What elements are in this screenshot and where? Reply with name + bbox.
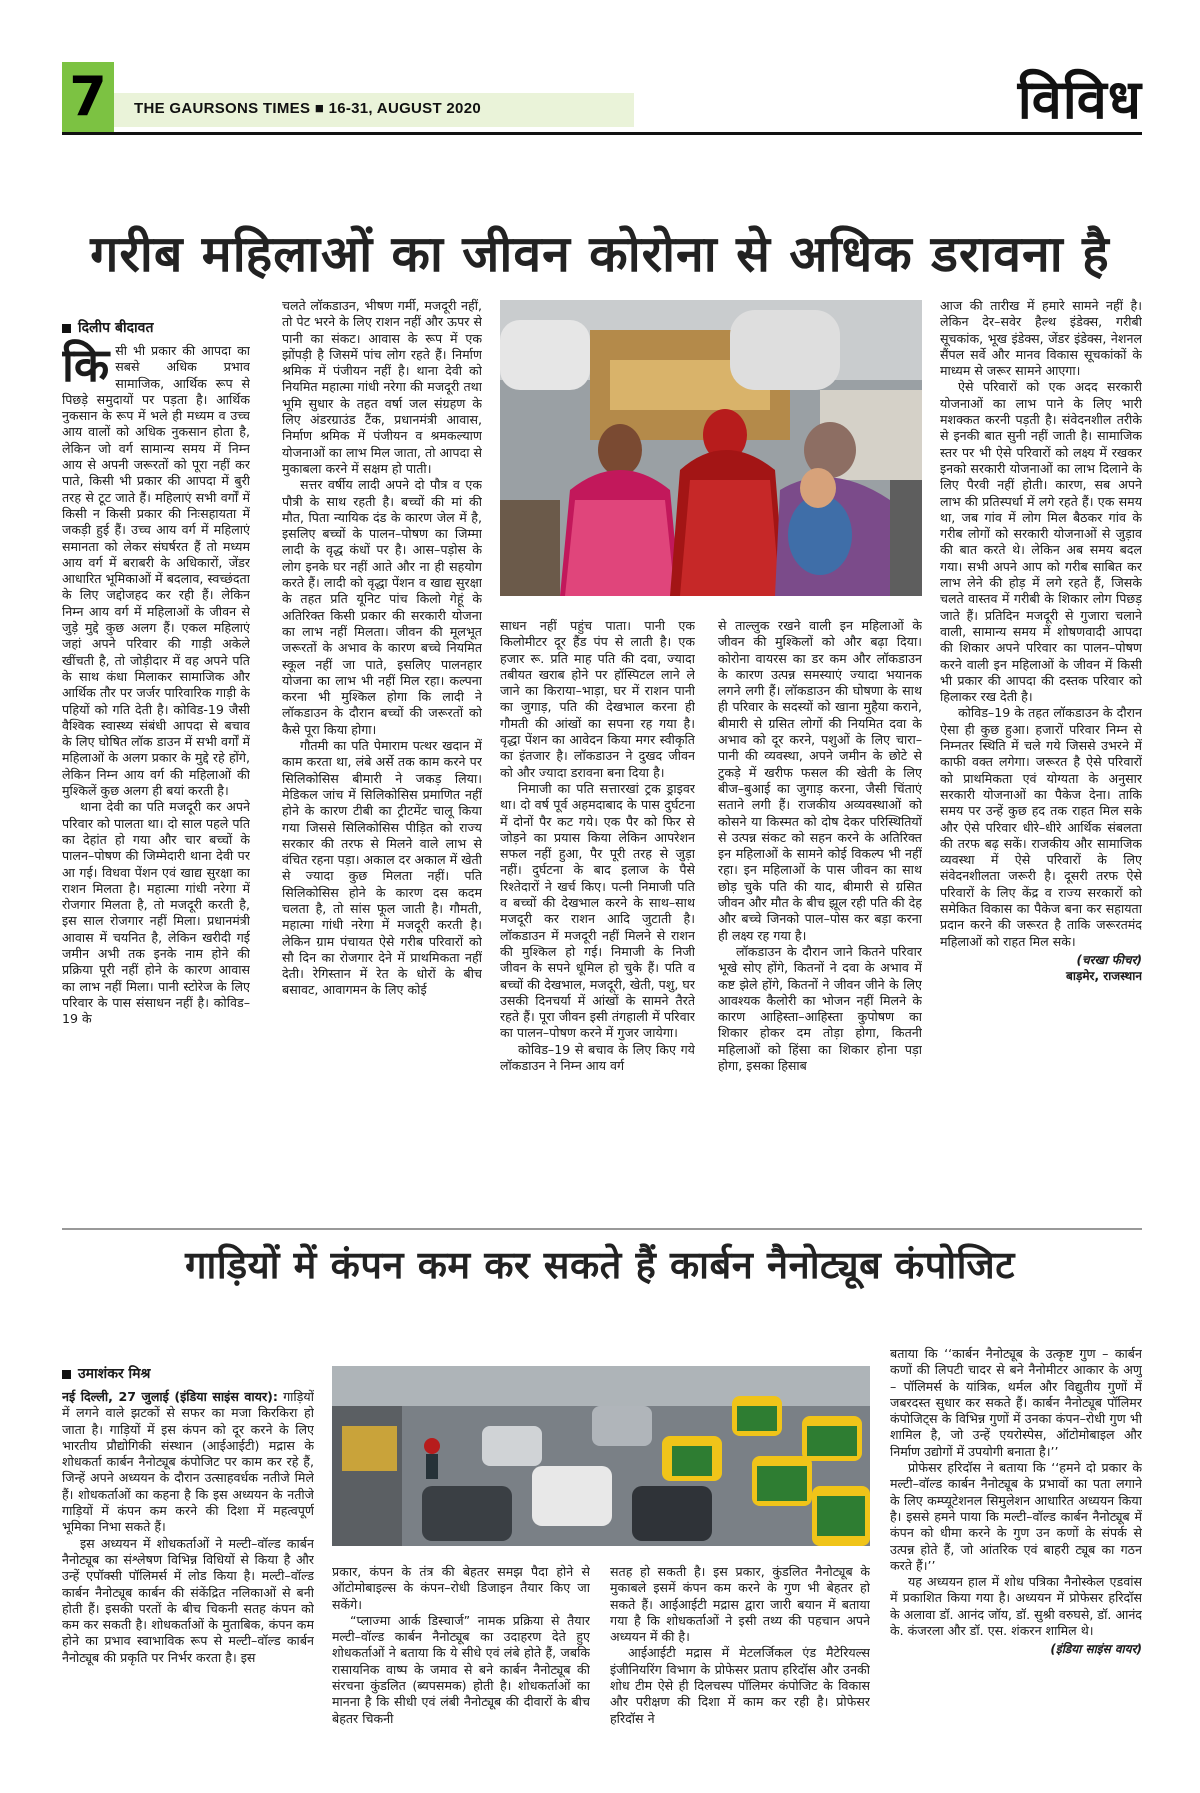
publication-line (134, 100, 481, 117)
article2-credit: (इंडिया साइंस वायर) (1050, 1642, 1142, 1657)
article1-column-4 (718, 618, 922, 1248)
paragraph: लॉकडाउन के दौरान जाने कितने परिवार भूखे सोए होंगे, कितनों ने दवा के अभाव में कष्ट झेले होंगे, कितनों ने जीवन जीने के लिए आवश्यक कैलोरी का भोजन नहीं मिलने के कारण आहिस्ता–आहिस्ता कुपोषण का शिकार होकर दम तोड़ा होगा, कितनी महिलाओं को हिंसा का शिकार होना पड़ा होगा, इसका हिसाब (718, 943, 922, 1074)
article2-column-4 (890, 1346, 1142, 1776)
section-title: विविध (1017, 67, 1142, 131)
article2-byline (62, 1364, 314, 1383)
paragraph: सत्तर वर्षीय लादी अपने दो पौत्र व एक पौत्री के साथ रहती है। बच्चों की मां की मौत, पिता न्यायिक दंड के कारण जेल में है, इसलिए बच्चों के पालन–पोषण का जिम्मा लादी के वृद्ध कंधों पर है। आस–पड़ोस के लोग इनके घर नहीं आते और ना ही सहयोग करते हैं। लादी को वृद्धा पेंशन व खाद्य सुरक्षा के तहत प्रति यूनिट पांच किलो गेहूं के अतिरिक्त किसी प्रकार की सरकारी योजना का लाभ नहीं मिलता। जीवन की मूलभूत जरूरतों के अभाव के कारण बच्चे नियमित स्कूल नहीं जा पाते, इसलिए पालनहार योजना का लाभ भी नहीं मिल रहा। कल्पना करना भी मुश्किल होगा कि लादी ने लॉकडाउन के दौरान बच्चों की जरूरतों को कैसे पूरा किया होगा। (282, 477, 482, 737)
article1-column-1 (62, 318, 250, 1248)
publication-name: THE GAURSONS TIMES (134, 100, 311, 117)
paragraph: बताया कि ‘‘कार्बन नैनोट्यूब के उत्कृष्ट गुण – कार्बन कणों की लिपटी चादर से बने नैनोमीटर आकार के अणु – पॉलिमर्स के यांत्रिक, थर्मल और विद्युतीय गुणों में जबरदस्त सुधार कर सकते हैं। कार्बन नैनोट्यूब पॉलिमर कंपोजिट्स के विभिन्न गुणों में उनका कंपन–रोधी गुण भी शामिल है, जो उन्हें एयरोस्पेस, ऑटोमोबाइल और निर्माण उद्योगों में उपयोगी बनाता है।’’ (890, 1346, 1142, 1459)
paragraph: यह अध्ययन हाल में शोध पत्रिका नैनोस्केल एडवांस में प्रकाशित किया गया है। अध्ययन में प्रोफेसर हरिदॉस के अलावा डॉ. आनंद जॉय, डॉ. सुश्री वरुघसे, डॉ. आनंद के. कंजरला और डॉ. एस. शंकरन शामिल थे। (890, 1574, 1142, 1639)
article1-column-5 (940, 298, 1142, 1228)
article2-column-1 (62, 1364, 314, 1774)
paragraph: कोविड–19 से बचाव के लिए किए गये लॉकडाउन ने निम्न आय वर्ग (500, 1041, 695, 1074)
article1-column-2 (282, 298, 482, 1248)
article1-dropcap: कि (62, 338, 110, 392)
separator-square-icon: ■ (314, 100, 325, 117)
byline-square-icon (62, 324, 71, 333)
page-number: 7 (62, 62, 114, 132)
paragraph: सी भी प्रकार की आपदा का सबसे अधिक प्रभाव सामाजिक, आर्थिक रूप से पिछड़े समुदायों पर पड़ता है। आर्थिक नुकसान के रूप में भले ही मध्यम व उच्च आय वालों को अधिक नुकसान होता है, लेकिन जो वर्ग सामान्य समय में निम्न आय से अपनी जरूरतों को पूरा नहीं कर पाते, किसी भी प्रकार की आपदा में बुरी तरह से टूट जाते हैं। महिलाएं सभी वर्गों में किसी न किसी प्रकार की निःसहायता में जकड़ी हुई हैं। उच्च आय वर्ग में महिलाएं समानता को लेकर संघर्षरत हैं तो मध्यम आय वर्ग में बराबरी के अधिकारों, जेंडर आधारित भूमिकाओं में बदलाव, स्वच्छंदता के लिए जद्दोजहद कर रही हैं। लेकिन निम्न आय वर्ग में महिलाओं के जीवन से जुड़े मुद्दे कुछ अलग हैं। एकल महिलाएं जहां अपने परिवार की गाड़ी अकेले खींचती है, तो जोड़ीदार में वह अपने पति के साथ कंधा मिलाकर सामाजिक और आर्थिक तौर पर जर्जर पारिवारिक गाड़ी के पहियों को गति देती है। कोविड-19 जैसी वैश्विक स्वास्थ्य संबंधी आपदा से बचाव के लिए घोषित लॉक डाउन में सभी वर्गों में महिलाओं के अलग प्रकार के मुद्दे रहे होंगे, लेकिन निम्न आय वर्ग की महिलाओं की मुश्किलें कुछ अलग ही बयां करती है। (62, 343, 250, 799)
paragraph: कोविड–19 के तहत लॉकडाउन के दौरान ऐसा ही कुछ हुआ। हजारों परिवार निम्न से निम्नतर स्थिति में चले गये जिससे उभरने में काफी वक्त लगेगा। जरूरत है ऐसे परिवारों को प्राथमिकता एवं योग्यता के अनुसार सरकारी योजनाओं का पैकेज देना। ताकि समय पर उन्हें कुछ हद तक राहत मिल सके और ऐसे परिवार धीरे–धीरे आर्थिक संबलता की तरफ बढ़ सकें। राजकीय और सामाजिक व्यवस्था में ऐसे परिवारों के लिए संवेदनशीलता जरूरी है। दूसरी तरफ ऐसे परिवारों के लिए केंद्र व राज्य सरकारों को समेकित विकास का पैकेज बना कर सहायता प्रदान करने की जरूरत है ताकि जरूरतमंद महिलाओं को राहत मिल सके। (940, 705, 1142, 949)
paragraph: साधन नहीं पहुंच पाता। पानी एक किलोमीटर दूर हैंड पंप से लाती है। एक हजार रू. प्रति माह पति की दवा, ज्यादा तबीयत खराब होने पर हॉस्पिटल लाने ले जाने का किराया–भाड़ा, घर में राशन पानी का जुगाड़, पति की देखभाल करना ही गौमती की आंखों का सपना रह गया है। वृद्धा पेंशन का आवेदन किया मगर स्वीकृति का इंतजार है। लॉकडाउन ने दुखद जीवन को और ज्यादा डरावना बना दिया है। (500, 618, 695, 780)
article1-column-3 (500, 618, 695, 1248)
paragraph: “प्लाज्मा आर्क डिस्चार्ज” नामक प्रक्रिया से तैयार मल्टी–वॉल्ड कार्बन नैनोट्यूब का उदाहरण देते हुए शोधकर्ताओं ने बताया कि ये सीधे एवं लंबे होते हैं, जबकि रासायनिक वाष्प के जमाव से बने कार्बन नैनोट्यूब की संरचना कुंडलित (ब्यपसमक) होती है। शोधकर्ताओं का मानना है कि सीधी एवं लंबी नैनोट्यूब की दीवारों के बीच बेहतर चिकनी (332, 1612, 590, 1726)
article2-dateline: नई दिल्ली, 27 जुलाई (इंडिया साइंस वायर): (62, 1389, 278, 1404)
article1-location: बाड़मेर, राजस्थान (1066, 969, 1142, 984)
article2-author: उमाशंकर मिश्र (78, 1366, 151, 1382)
article2-lead: गाड़ियों में लगने वाले झटकों से सफर का मजा किरकिरा हो जाता है। गाड़ियों में इस कंपन को दूर करने के लिए भारतीय प्रौद्योगिकी संस्थान (आईआईटी) मद्रास के शोधकर्ता कार्बन नैनोट्यूब कंपोजिट पर काम कर रहे हैं, जिन्हें अपने अध्ययन के दौरान उत्साहवर्धक नतीजे मिले हैं। शोधकर्ताओं का कहना है कि इस अध्ययन के नतीजे गाड़ियों में कंपन कम करने की दिशा में महत्वपूर्ण भूमिका निभा सकते हैं। (62, 1389, 314, 1535)
paragraph: गौतमी का पति पेमाराम पत्थर खदान में काम करता था, लंबे अर्से तक काम करने पर सिलिकोसिस बीमारी ने जकड़ लिया। मेडिकल जांच में सिलिकोसिस प्रमाणित नहीं होने के कारण टीबी का ट्रीटमेंट चालू किया गया जिससे सिलिकोसिस पीड़ित को राज्य सरकार की तरफ से मिलने वाले लाभ से वंचित रहना पड़ा। अकाल दर अकाल में खेती से ज्यादा कुछ मिलता नहीं। पति सिलिकोसिस होने के कारण दस कदम चलता है, तो सांस फूल जाती है। गौमती, महात्मा गांधी नरेगा में मजदूरी करती है। लेकिन ग्राम पंचायत ऐसे गरीब परिवारों को सौ दिन का रोजगार देने में प्राथमिकता नहीं देती। रेगिस्तान में रेत के धोरों के बीच बसावट, आवागमन के लिए कोई (282, 738, 482, 998)
article2-headline: गाड़ियों में कंपन कम कर सकते हैं कार्बन नैनोट्यूब कंपोजिट (185, 1243, 1015, 1287)
article1-headline: गरीब महिलाओं का जीवन कोरोना से अधिक डरावना है (90, 225, 1110, 283)
article1-photo (500, 300, 922, 596)
article1-author: दिलीप बीदावत (78, 320, 154, 336)
header-rule (62, 132, 1142, 135)
page-header (62, 60, 1142, 140)
article2-photo (332, 1366, 870, 1546)
paragraph: आईआईटी मद्रास में मेटलर्जिकल एंड मैटेरियल्स इंजीनियरिंग विभाग के प्रोफेसर प्रताप हरिदॉस और उनकी शोध टीम ऐसे ही दिलचस्प पॉलिमर कंपोजिट के विकास और परीक्षण की दिशा में काम कर रही है। प्रोफेसर हरिदॉस ने (610, 1645, 870, 1726)
paragraph: थाना देवी का पति मजदूरी कर अपने परिवार को पालता था। दो साल पहले पति का देहांत हो गया और चार बच्चों के पालन–पोषण की जिम्मेदारी थाना देवी पर आ गई। विधवा पेंशन एवं खाद्य सुरक्षा का राशन मिलता है। महात्मा गांधी नरेगा में रोजगार मिलता है, तो मजदूरी करती है, इस साल रोजगार नहीं मिला। प्रधानमंत्री आवास में चयनित है, लेकिन खरीदी गई जमीन अभी तक इनके नाम होने की प्रक्रिया पूरी नहीं होने के कारण आवास का लाभ नहीं मिला। पानी स्टोरेज के लिए परिवार के पास संसाधन नहीं है। कोविड–19 के (62, 799, 250, 1027)
paragraph: आज की तारीख में हमारे सामने नहीं है। लेकिन देर–सवेर हैल्थ इंडेक्स, गरीबी सूचकांक, भूख इंडेक्स, जेंडर इंडेक्स, नेशनल सैंपल सर्वे और मानव विकास सूचकांकों के माध्यम से जरूर सामने आएगा। (940, 298, 1142, 379)
paragraph: प्रकार, कंपन के तंत्र की बेहतर समझ पैदा होने से ऑटोमोबाइल्स के कंपन–रोधी डिजाइन तैयार किए जा सकेंगे। (332, 1564, 590, 1612)
paragraph: इस अध्ययन में शोधकर्ताओं ने मल्टी–वॉल्ड कार्बन नैनोट्यूब का संश्लेषण विभिन्न विधियों से किया है और उन्हें एपॉक्सी पॉलिमर्स में लोड किया है। मल्टी–वॉल्ड कार्बन नैनोट्यूब कार्बन की संकेंद्रित नलिकाओं से बनी होती हैं। इसकी परतों के बीच चिकनी सतह कंपन को कम कर सकती है। शोधकर्ताओं के मुताबिक, कंपन कम होने का प्रभाव स्वाभाविक रूप से मल्टी–वॉल्ड कार्बन नैनोट्यूब की प्रकृति पर निर्भर करता है। इस (62, 1535, 314, 1665)
article1-byline (62, 318, 250, 337)
article1-credit: (चरखा फीचर) (1076, 952, 1142, 967)
paragraph (62, 1389, 314, 1536)
paragraph: ऐसे परिवारों को एक अदद सरकारी योजनाओं का लाभ पाने के लिए भारी मशक्कत करनी पड़ती है। संवेदनशील तरीके से इनकी बात सुनी नहीं जाती है। सामाजिक स्तर पर भी ऐसे परिवारों को लक्ष्य में रखकर इनको सरकारी योजनाओं का लाभ दिलाने के लिए पैरवी नहीं होती। कारण, सब अपने लाभ की प्रतिस्पर्धा में लगे रहते हैं। एक समय था, जब गांव में लोग मिल बैठकर गांव के गरीब लोगों को सरकारी योजनाओं से जुड़ाव की बात करते थे। लेकिन अब समय बदल गया। सभी अपने आप को गरीब साबित कर लाभ लेने की होड़ में लगे रहते हैं, जिसके चलते वास्तव में गरीबी के शिकार लोग पिछड़ जाते हैं। प्रतिदिन मजदूरी से गुजारा चलाने वाली, सामान्य समय में शोषणवादी आपदा की शिकार अपने परिवार का पालन–पोषण करने वाली इन महिलाओं के जीवन में किसी भी प्रकार की आपदा की दस्तक परिवार को हिलाकर रख देती है। (940, 379, 1142, 705)
paragraph: सतह हो सकती है। इस प्रकार, कुंडलित नैनोट्यूब के मुकाबले इसमें कंपन कम करने के गुण भी बेहतर हो सकते हैं। आईआईटी मद्रास द्वारा जारी बयान में बताया गया है कि शोधकर्ताओं ने इसी तथ्य की पहचान अपने अध्ययन में की है। (610, 1564, 870, 1645)
article2-column-2 (332, 1564, 590, 1774)
byline-square-icon (62, 1370, 71, 1379)
paragraph: से ताल्लुक रखने वाली इन महिलाओं के जीवन की मुश्किलों को और बढ़ा दिया। कोरोना वायरस का डर कम और लॉकडाउन के कारण उत्पन्न समस्याएं ज्यादा भयानक लगने लगी हैं। लॉकडाउन की घोषणा के साथ ही परिवार के सदस्यों को खाना मुहैया कराने, बीमारी से ग्रसित लोगों की नियमित दवा के अभाव को दूर करने, पशुओं के लिए चारा–पानी की व्यवस्था, अपने जमीन के छोटे से टुकड़े में खरीफ फसल की खेती के लिए बीज–बुआई का जुगाड़ करना, जैसी चिंताएं सताने लगी हैं। राजकीय अव्यवस्थाओं को कोसने या किस्मत को दोष देकर परिस्थितियों से उत्पन्न संकट को सहन करने के अतिरिक्त इन महिलाओं के सामने कोई विकल्प भी नहीं रहा। इन महिलाओं के पास जीवन का साथ छोड़ चुके पति की याद, बीमारी से ग्रसित जीवन और मौत के बीच झूल रही पति की देह और बच्चे जिनको पाल–पोस कर बड़ा करना ही लक्ष्य रह गया है। (718, 618, 922, 943)
article-divider (62, 1228, 1142, 1230)
paragraph: प्रोफेसर हरिदॉस ने बताया कि ‘‘हमने दो प्रकार के मल्टी–वॉल्ड कार्बन नैनोट्यूब के प्रभावों का पता लगाने के लिए कम्प्यूटेशनल सिमुलेशन आधारित अध्ययन किया है। इससे हमने पाया कि मल्टी–वॉल्ड कार्बन नैनोट्यूब में कंपन को धीमा करने के गुण उन कणों के संपर्क से उत्पन्न होते हैं, जो आंतरिक एवं बाहरी ट्यूब का गठन करते हैं।’’ (890, 1460, 1142, 1573)
article2-column-3 (610, 1564, 870, 1774)
paragraph: चलते लॉकडाउन, भीषण गर्मी, मजदूरी नहीं, तो पेट भरने के लिए राशन नहीं और ऊपर से पानी का संकट। आवास के रूप में एक झोंपड़ी है जिसमें पांच लोग रहते हैं। निर्माण श्रमिक में पंजीयन नहीं है। थाना देवी को नियमित महात्मा गांधी नरेगा की मजदूरी तथा भूमि सुधार के तहत वर्षा जल संग्रहण के लिए अंडरग्राउंड टैंक, प्रधानमंत्री आवास, निर्माण श्रमिक में पंजीयन व श्रमकल्याण योजनाओं का लाभ मिल जाता, तो आपदा से मुकाबला करने में सक्षम हो पाती। (282, 298, 482, 476)
issue-dates: 16-31, AUGUST 2020 (328, 100, 481, 117)
paragraph: निमाजी का पति सत्तारखां ट्रक ड्राइवर था। दो वर्ष पूर्व अहमदाबाद के पास दुर्घटना में दोनों पैर कट गये। एक पैर को फिर से जोड़ने का प्रयास किया लेकिन आपरेशन सफल नहीं हुआ, पैर पूरी तरह से जुड़ा नहीं। दुर्घटना के बाद इलाज के पैसे रिश्तेदारों ने खर्च किए। पत्नी निमाजी पति व बच्चों की देखभाल करने के साथ–साथ मजदूरी कर राशन आदि जुटाती है। लॉकडाउन में मजदूरी नहीं मिलने से राशन की मुश्किल हो गई। निमाजी के निजी जीवन के सपने धूमिल हो चुके हैं। पति व बच्चों की देखभाल, मजदूरी, खेती, पशु, घर उसकी दिनचर्या में आंखों के सामने तैरते रहते हैं। पूरा जीवन इसी तंगहाली में परिवार का पालन–पोषण करने में गुजर जायेगा। (500, 780, 695, 1041)
